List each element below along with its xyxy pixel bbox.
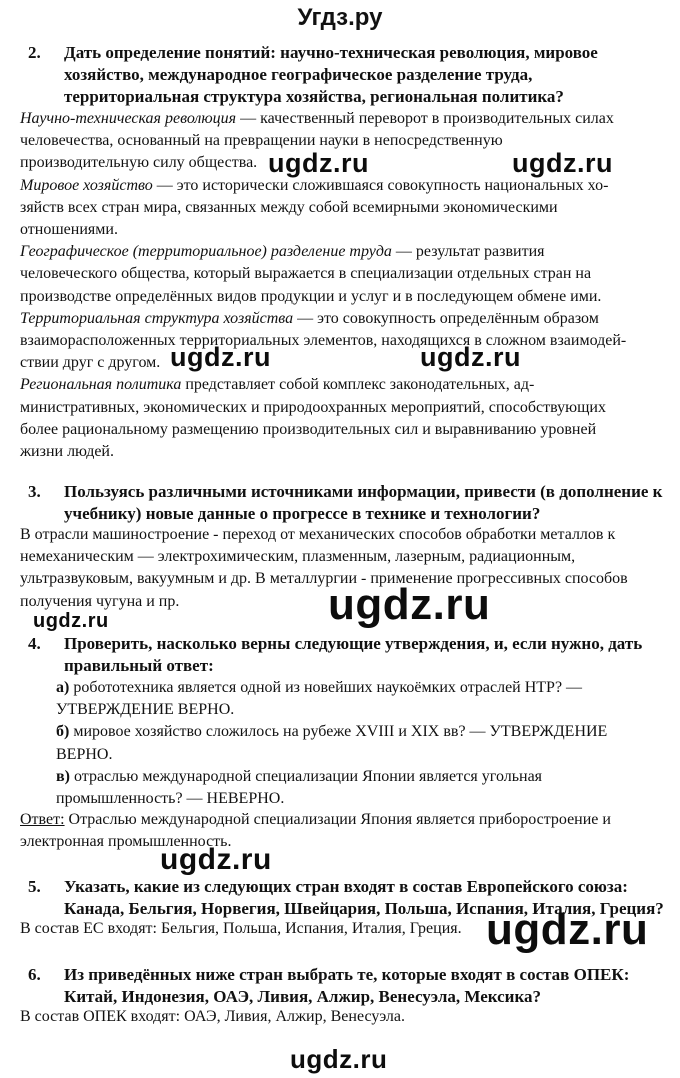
watermark: ugdz.ru — [170, 342, 271, 372]
definition-text: отношениями. — [20, 221, 118, 239]
item-label: а) — [56, 679, 70, 696]
question-number: 2. — [28, 43, 41, 62]
watermark: ugdz.ru — [512, 148, 613, 178]
definition-text: человечества, основанный на превращении науки в непосредственную — [20, 132, 503, 150]
site-title: Угдз.ру — [297, 4, 383, 31]
question-text: Канада, Бельгия, Норвегия, Швейцария, Польша, Испания, Италия, Греция? — [64, 899, 664, 918]
definition-text: — качественный переворот в производительных силах — [236, 110, 614, 127]
question-text: правильный ответ: — [64, 656, 214, 675]
statement-text: УТВЕРЖДЕНИЕ ВЕРНО. — [56, 701, 235, 719]
answer-text: получения чугуна и пр. — [20, 592, 180, 610]
watermark: ugdz.ru — [328, 580, 491, 629]
definition-text: более рациональному размещению производительных сил и выравниванию уровней — [20, 420, 597, 438]
definition-text: — это исторически сложившаяся совокупность национальных хо- — [152, 176, 609, 194]
definition-text: производительную силу общества. — [20, 154, 258, 172]
item-label: б) — [56, 723, 70, 741]
question-text: учебнику) новые данные о прогрессе в технике и технологии? — [64, 504, 541, 523]
statement-text: отраслью международной специализации Японии является угольная — [69, 767, 543, 785]
watermark: ugdz.ru — [268, 148, 369, 178]
answer-4-items — [56, 677, 666, 810]
definition-text: — результат развития — [391, 243, 545, 261]
question-number: 4. — [28, 634, 41, 653]
term-ntr: Научно-техническая революция — [20, 110, 237, 127]
question-text: Пользуясь различными источниками информации, привести (в дополнение к — [64, 482, 663, 501]
term-territorial-structure: Территориальная структура хозяйства — [20, 309, 294, 327]
statement-text: ВЕРНО. — [56, 745, 113, 763]
answer-6 — [20, 1006, 670, 1028]
item-label: в) — [56, 767, 70, 785]
question-6 — [28, 964, 668, 1008]
answer-4-correct — [20, 809, 670, 853]
answer-text: В состав ОПЕК входят: ОАЭ, Ливия, Алжир, Венесуэла. — [20, 1008, 406, 1025]
definition-text: производстве определённых видов продукции и услуг и в последующем обмене ими. — [20, 287, 602, 305]
watermark: ugdz.ru — [160, 843, 272, 876]
question-text: Китай, Индонезия, ОАЭ, Ливия, Алжир, Венесуэла, Мексика? — [64, 987, 541, 1006]
answer-text: немеханическим — электрохимическим, плазменным, лазерным, радиационным, — [20, 548, 576, 566]
question-text: территориальная структура хозяйства, региональная политика? — [64, 87, 564, 106]
question-4 — [28, 633, 668, 677]
watermark: ugdz.ru — [290, 1044, 388, 1074]
answer-text: электронная промышленность. — [20, 833, 232, 851]
question-text: Указать, какие из следующих стран входят в состав Европейского союза: — [64, 877, 628, 896]
question-2 — [28, 42, 668, 108]
question-text: хозяйство, международное географическое разделение труда, — [64, 65, 533, 84]
definition-text: министративных, экономических и природоохранных мероприятий, способствующих — [20, 398, 606, 416]
term-regional-policy: Региональная политика — [20, 376, 182, 394]
definition-text: представляет собой комплекс законодательных, ад- — [181, 376, 535, 394]
statement-text: робототехника является одной из новейших наукоёмких отраслей НТР? — — [69, 679, 583, 696]
question-number: 6. — [28, 965, 41, 984]
answer-text: В состав ЕС входят: Бельгия, Польша, Испания, Италия, Греция. — [20, 920, 462, 937]
watermark: ugdz.ru — [420, 342, 521, 372]
answer-text: В отрасли машиностроение - переход от механических способов обработки металлов к — [20, 526, 616, 543]
answer-label: Ответ: — [20, 811, 65, 828]
question-3 — [28, 481, 668, 525]
question-text: Проверить, насколько верны следующие утверждения, и, если нужно, дать — [64, 634, 643, 653]
term-division-of-labor: Географическое (территориальное) разделение труда — [20, 243, 392, 261]
statement-text: мировое хозяйство сложилось на рубеже XVIII и XIX вв? — УТВЕРЖДЕНИЕ — [69, 723, 608, 741]
definition-text: зяйств всех стран мира, связанных между собой всемирными экономическими — [20, 198, 558, 216]
question-number: 3. — [28, 482, 41, 501]
question-number: 5. — [28, 877, 41, 896]
watermark: ugdz.ru — [33, 610, 109, 632]
question-text: Дать определение понятий: научно-техническая революция, мировое — [64, 43, 598, 62]
statement-text: промышленность? — НЕВЕРНО. — [56, 790, 285, 808]
definition-text: жизни людей. — [20, 443, 114, 461]
question-text: Из приведённых ниже стран выбрать те, которые входят в состав ОПЕК: — [64, 965, 630, 984]
definition-text: ствии друг с другом. — [20, 354, 161, 372]
definition-text: взаиморасположенных территориальных элементов, находящихся в сложном взаимодей- — [20, 332, 627, 350]
answer-text: ультразвуковым, вакуумным и др. В металлургии - применение прогрессивных способов — [20, 570, 628, 588]
definition-text: человеческого общества, который выражается в специализации отдельных стран на — [20, 265, 592, 283]
watermark: ugdz.ru — [486, 905, 649, 954]
definition-text: — это совокупность определённым образом — [293, 309, 599, 327]
term-world-economy: Мировое хозяйство — [20, 176, 153, 194]
answer-text: Отраслью международной специализации Япония является приборостроение и — [64, 811, 611, 828]
